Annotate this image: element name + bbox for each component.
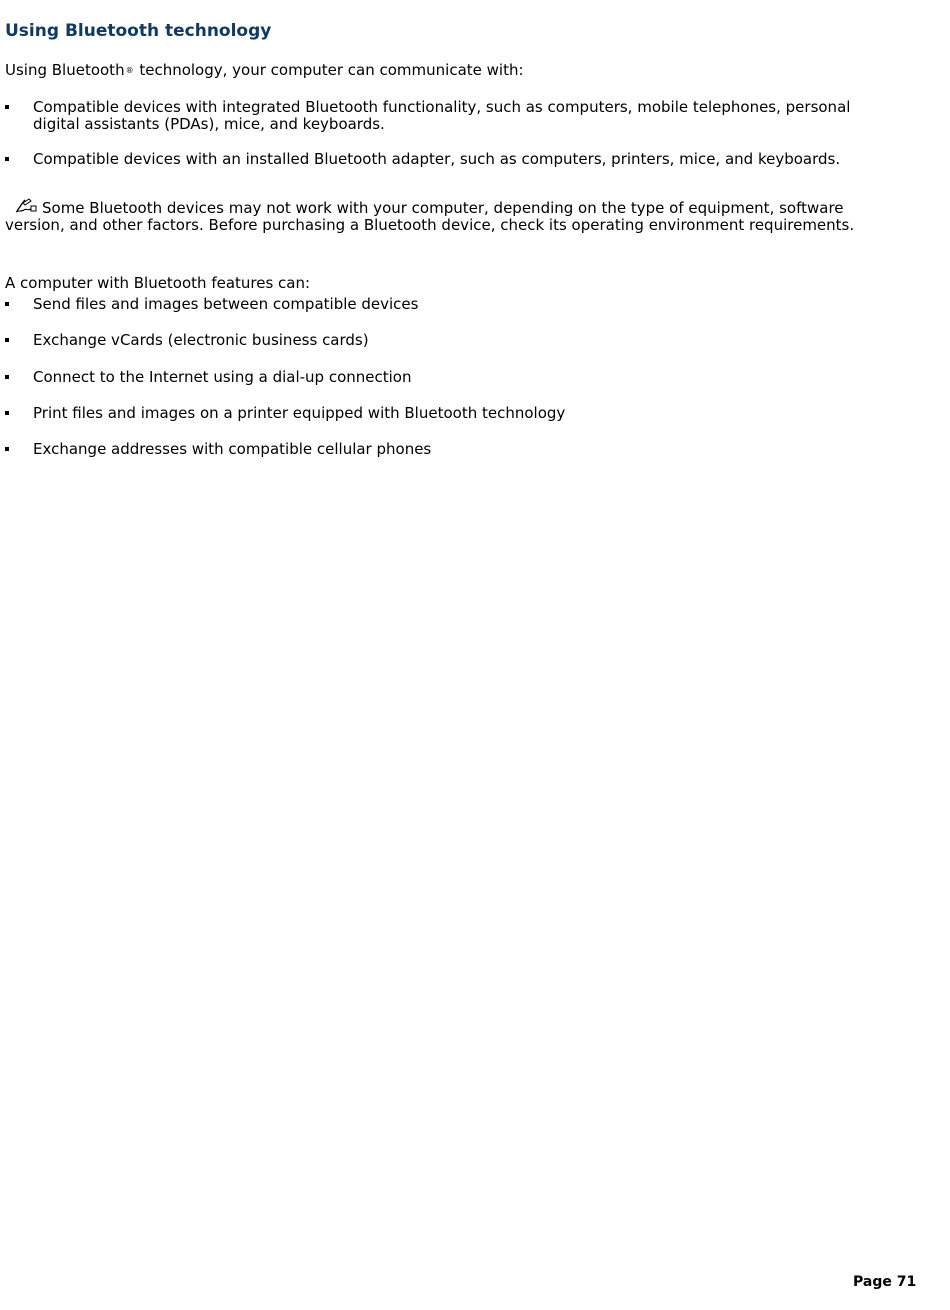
compatible-device-text: Compatible devices with an installed Bluetooth adapter, such as computers, printers, mice, and keyboards. — [33, 150, 841, 168]
feature-item — [5, 369, 905, 386]
feature-text: Exchange vCards (electronic business cards) — [33, 331, 369, 349]
page-number: Page 71 — [853, 1274, 917, 1290]
square-bullet-icon — [5, 447, 9, 451]
square-bullet-icon — [5, 411, 9, 415]
page-title: Using Bluetooth technology — [5, 21, 272, 41]
square-bullet-icon — [5, 105, 9, 109]
compatible-device-text: Compatible devices with integrated Bluetooth functionality, such as computers, mobile telephones, personal digital assistants (PDAs), mice, and keyboards. — [33, 98, 851, 133]
feature-text: Send files and images between compatible devices — [33, 295, 419, 313]
square-bullet-icon — [5, 157, 9, 161]
feature-text: Connect to the Internet using a dial-up connection — [33, 368, 412, 386]
features-lead: A computer with Bluetooth features can: — [5, 274, 311, 292]
feature-text: Exchange addresses with compatible cellular phones — [33, 440, 432, 458]
feature-item — [5, 405, 905, 422]
intro-after-mark: technology, your computer can communicate with: — [134, 61, 524, 79]
feature-text: Print files and images on a printer equipped with Bluetooth technology — [33, 404, 566, 422]
square-bullet-icon — [5, 302, 9, 306]
feature-item — [5, 332, 905, 349]
compatibility-note — [5, 198, 905, 234]
intro-before-mark: Using Bluetooth — [5, 61, 125, 79]
feature-item — [5, 296, 905, 313]
note-pencil-icon — [14, 198, 38, 214]
registered-mark: ® — [125, 66, 134, 75]
intro-sentence — [5, 61, 524, 80]
compatible-device-item — [5, 151, 905, 168]
square-bullet-icon — [5, 338, 9, 342]
feature-item — [5, 441, 905, 458]
compatible-device-item — [5, 99, 905, 133]
note-text: Some Bluetooth devices may not work with your computer, depending on the type of equipment, software version, and other factors. Before purchasing a Bluetooth device, check its operating environment requirements. — [5, 199, 855, 234]
square-bullet-icon — [5, 375, 9, 379]
